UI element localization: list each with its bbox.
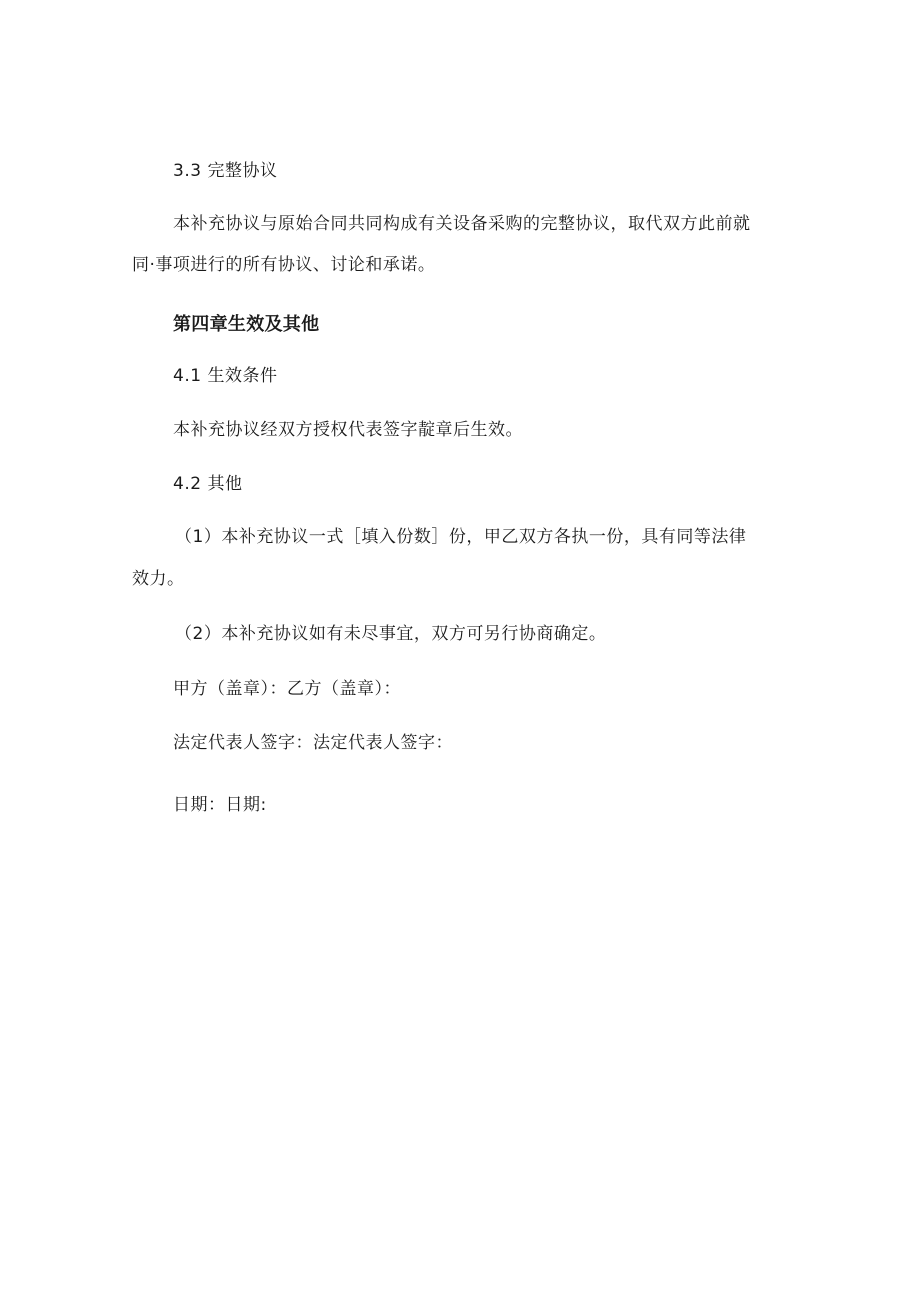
item-1-line2: 效力。 (132, 569, 185, 589)
item-1-line1: （1）本补充协议一式［填入份数］份，甲乙双方各执一份，具有同等法律 (175, 527, 747, 547)
representative-signature-line: 法定代表人签字：法定代表人签字： (173, 733, 453, 753)
item-2: （2）本补充协议如有未尽事宜，双方可另行协商确定。 (175, 624, 607, 644)
section-3-3-body-line1: 本补充协议与原始合同共同构成有关设备采购的完整协议，取代双方此前就 (173, 214, 751, 234)
date-line: 日期：日期: (173, 795, 267, 815)
section-3-3-title: 3.3 完整协议 (173, 161, 278, 181)
party-seal-line: 甲方（盖章）：乙方（盖章）： (173, 679, 401, 699)
chapter-4-title: 第四章生效及其他 (173, 314, 320, 335)
section-4-2-title: 4.2 其他 (173, 474, 243, 494)
section-3-3-body-line2: 同·事项进行的所有协议、讨论和承诺。 (132, 255, 436, 275)
section-4-1-title: 4.1 生效条件 (173, 366, 278, 386)
section-4-1-body: 本补充协议经双方授权代表签字靛章后生效。 (173, 420, 523, 440)
